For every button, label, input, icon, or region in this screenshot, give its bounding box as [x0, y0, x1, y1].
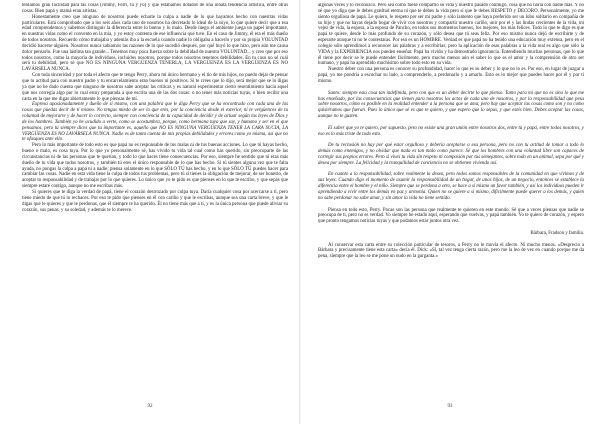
paragraph: Con toda sinceridad y por toda el afecto que te tengo Perry, ahora mi único hermano y el tío de mis hijos, no puedo dejar de pensar que tu actitud para con nuestro padre y tu encarcelamiento eran buenos ni positivos. Si te crees que lo dijo, será mejor que se lo digas ya que no he dado cuenta que ninguno de nosotros sabe aceptar las críticas y es natural experimentar cierto resentimiento hacia aquel que nos corregía algo por lo cual estoy preparada a que escrita una de las dos cosas: o no tener más noticias tuyas, o bien recibir una carta en la que me digas abiertamente lo que piensas de mí. — [22, 73, 288, 102]
right-page — [300, 0, 600, 424]
paragraph: Honestamente creo que ninguno de nosotros puede echarle la culpa a nadie de lo que hayamos hecho con nuestras vidas particulares. Está comprobado que a los seis años cada uno de nosotros ha decretado lo ideal de la suyo, lo que quiere decir que a esa edad comprendemos y sabemos distinguir la diferencia entre lo bueno y lo malo. Desde luego el ambiente juega un papel importante, en nuestras vidas como el convento en la mía, y yo estoy contenta de ese influencia que tuve. En el caso de Jimmy, él era el más dueño de todos nosotros. Recuerdo cómo trabajaba y además iba a la escuela cuando nadie lo obligaba a hacerlo y por su propia VOLUNTAD decidió hacerse alguien. Nosotros nunca sabíamos las razones de lo que sucedió después, por qué huyó lo que hizo, pero aún me causa dolor pensarlo. Fue una lástima tan grande... Tenemos muy poca fuerza sobre la debilidad de nuestra VOLUNTAD... y creo que por eso todos nosotros, como la mayoría de individuos, incluidos nosotros, porque todos nosotros tenemos debilidades. En tu caso no sé cuál será tu debilidad, pero sé que NO ES NINGUNA VERGÜENZA TENERLA, LA VERGÜENZA ES LA VERGÜENZA ES NO LAVÁRSELA NUNCA. — [22, 14, 288, 73]
italic-paragraph: Santo: siempre esta cosa tan indefinida, pero con que es un deber decirte lo que pienso. Tanto para mí que no es sino lo que me has enseñado, por las consecuencias que tienen para nosotros los actos de cada uno de nosotros, y por la responsabilidad que pesa sobre nosotros, cómo es posible en la realidad entender a la persona que se ama, pero hay que aceptar las cosas como son y no como quisiéramos que fueran. Pues lo único que sé es que te quiero, y que espero que lo sepas, y que estés bien. Debes aceptar las cosas, aunque no te gusten. — [318, 90, 584, 120]
italic-paragraph: En cuanto a la responsabilidad, sobre realmente la desea, pero todos somos responsables de la comunidad en que vivimos y de sus leyes. Cuando digo el momento de asumir la responsabilidad de un hogar, de unos hijos, de un negocio, entonces se establece la diferencia entre el hombre y el niño. Siempre que se perdona a otro, se hace a sí mismo un favor también, y así los individuos pueden ir aprendiendo a vivir entre los demás en paz y armonía. Quien no se quiere a sí mismo, difícilmente puede querer a los demás, y quien no sabe perdonar no sabe amar, y sin amor la vida no tiene sentido. — [318, 172, 584, 201]
italic-paragraph: De tu reclusión no hay por qué estar orgulloso y debería aceptarse a esa persona, pero no con tu actitud de tomar a todo lo demás como enemigos, y no olvidar que nada es tan malo como parece. Sé que los hombres con una voluntad libre son capaces de corregir sus propios errores. Pero si vives tu vida sin respeto ni compasión por tus semejantes, sobre todo en un animal, sepa por qué y desea por siempre. La felicidad y la tranquilidad de conciencia no se obtienen viviendo así. — [318, 143, 584, 166]
paragraph: Piensa en todo esto, Perry. Pocas son las persona que realmente te quieren en este mundo. Sé que a veces piensas que nadie se preocupa de ti, pero no es verdad. Yo siempre he estado aquí, esperando que vuelvas, y papá también. Yo te quiero de corazón, y espero que pronto tengamos noticias tuyas y que podamos estar juntos otra vez. — [318, 207, 584, 225]
right-page-text — [318, 3, 584, 403]
paragraph: Al conservar esta carta entre su colección particular de tesoros, a Perry no le movía el afecto. Ni mucho menos. «Desprecio a Bárbara y precisamente tiene esta carta» decía él. Dick: «Sí, tal vez tenga cierta razón, pero me la leo de vez en cuando porque me da pena, siempre que la leo se me pone un nudo en la garganta.» — [318, 242, 584, 260]
italic-paragraph: El saber que yo te quiero, por supuesto, pero no existe una gran unión entre nosotros dos, entre tú y papá, entre todos nosotros, y eso es lo más triste de todo esto. — [318, 125, 584, 137]
paragraph: Si quieres que te diga la verdad de papá, tiene el corazón destrozado por culpa tuya. Daría cualquier cosa por acercarse a ti, pero tiene miedo de que tú lo rechaces. Por eso te pido que pienses en él con cariño y que le escribas, aunque sea una carta breve, y que le digas que le quieres y que le perdonas, que él siempre te ha querido. Él no tiene más que a ti, y es la única persona que puede aliviar su corazón, sus penas, y su soledad, y además te lo merece. — [22, 190, 288, 213]
italic-paragraph: Expresa apasionadamente y dueño de sí mismo, con una palabra que le diga Perry que se ha encontrado con cada una de las cosas que puedas decir de ti mismo. No tengas miedo de ser lo que eres, por la conciencia desde el exterior, ni te vergüences de tu voluntad de mejorarte y de hacer lo correcto, siempre con conciencia de tu capacidad de decidir y de actuar según las leyes de Dios y de los hombres. También yo he acudido a verte, como se acostumbra, porque, como hermana tuya que soy, y humano y ser en el que pensamos, pero tú siempre dices que tu importante es, aquello que NO ES NINGUNA VERGÜENZA TENER LA CARA SUCIA, LA VERGÜENZA ES NO LAVÁRSELA NUNCA. Nadie es de tanta cuenta de mis propias debilidades y errores como yo misma, así que no te ofusques ante ello. — [22, 102, 288, 143]
signature: Bárbara, Fradson y familia. — [530, 230, 584, 236]
page-number: 93 — [447, 404, 453, 409]
paragraph: Pero lo más importante de todo esto es que papá no es responsable de tus malas ni de tus buenas acciones. Lo que tú hayas hecho, bueno o malo, es cosa tuya. Por lo que yo personalmente sé, has vivido tu vida tal cual como has querido, sin preocuparte de las circunstancias ni de las personas que te querían, y todo lo que haces tiene consecuencias. Por eso, siempre he sentido que tú eras más dueño de tu vida que todos nosotros, y también tú eres el único responsable de lo que has hecho. Si tú sientes alguna vez que te falta ayuda, no pongas la culpa a papá ni a nadie; piensa solamente en lo que SÓLO TÚ has hecho, y en lo que SÓLO TÚ puedes hacer para cambiar las cosas. Nadie en esta vida tiene la culpa de todos tus problemas, pero tú sí tienes la obligación de mejorar, de ser honesto, de aceptar tu responsabilidad y de trabajar por lo que quieres. Lo único que yo te pido es que pienses en lo que te escribo, y que sepas que siempre estaré contigo, aunque no me escribas más. — [22, 143, 288, 190]
left-page-text — [22, 3, 288, 403]
paragraph: tenIamos gran facilidad para las cosas (Jimmy, Ferri, tú y yo) y que estábamos dotados de una innata tendencia artística, entre otras cosas. Bien papá y mamá eran artistas. — [22, 3, 288, 14]
paragraph: Nuestro deber con una persona es conocer su profundidad, hacer lo que es su deber y lo que no lo es. Por eso, en lugar de juzgar a papá, yo me pondría a escuchar su lado, a comprenderlo, a perdonarlo y a amarlo. Esto es lo mejor que puedes hacer por él y por ti mismo. — [318, 67, 584, 84]
page-number: 92 — [147, 404, 153, 409]
paragraph: algunas veces y lo reconozco. Pero sea como fuese compartió su vida y nuestro pasado conmigo, cosa que no haría con nadie más. Y no sé que yo diga que le debes gratitud eterna ni que te debes la vida pero sí que le debes RESPETO y DECORO. Personalmente, yo me siento orgullosa de papá. Le quiero, le respeto por ser mi padre y sólo lamento que haya preferido ser un lobo solitario en compañía de su hijo y que no hayas dejado hogar de vivir con nosotros y compartir nuestro cariño, unir por el y las lindas crecientes de la vida, mi vejez de vida, la esposa, a la esposa de Pancho, en todos sus momentos buenos, los mejores, los más felices. Todo lo que te digo es que papá te quiere, desde lo más profundo de su corazón, y sólo desea que tú seas feliz. Por eso mismo nunca dejó de escribirte y de esperarte aunque tú no le contestaras. Por eso es un HOMBRE. Verdad es que papá no ha tenido una educación muy extensa, pero en el colegio sólo aprendimos a reconocer las palabras y a escribirlas; pero la aplicación de esas palabras a la vida real es algo que sólo la VIDA y la EXPERIENCIA nos pueden enseñar. Papá ha vivido y ha demostrado ignorancia. Entendiendo muchas personas, que lo que él tiene por decir se le puede entender fácilmente, pero mucho menos aún el saber lo que es el amor y la comprensión de otro ser humano, y papá ha aprendido muchísimo sobre todo esto en su vida. — [318, 3, 584, 67]
